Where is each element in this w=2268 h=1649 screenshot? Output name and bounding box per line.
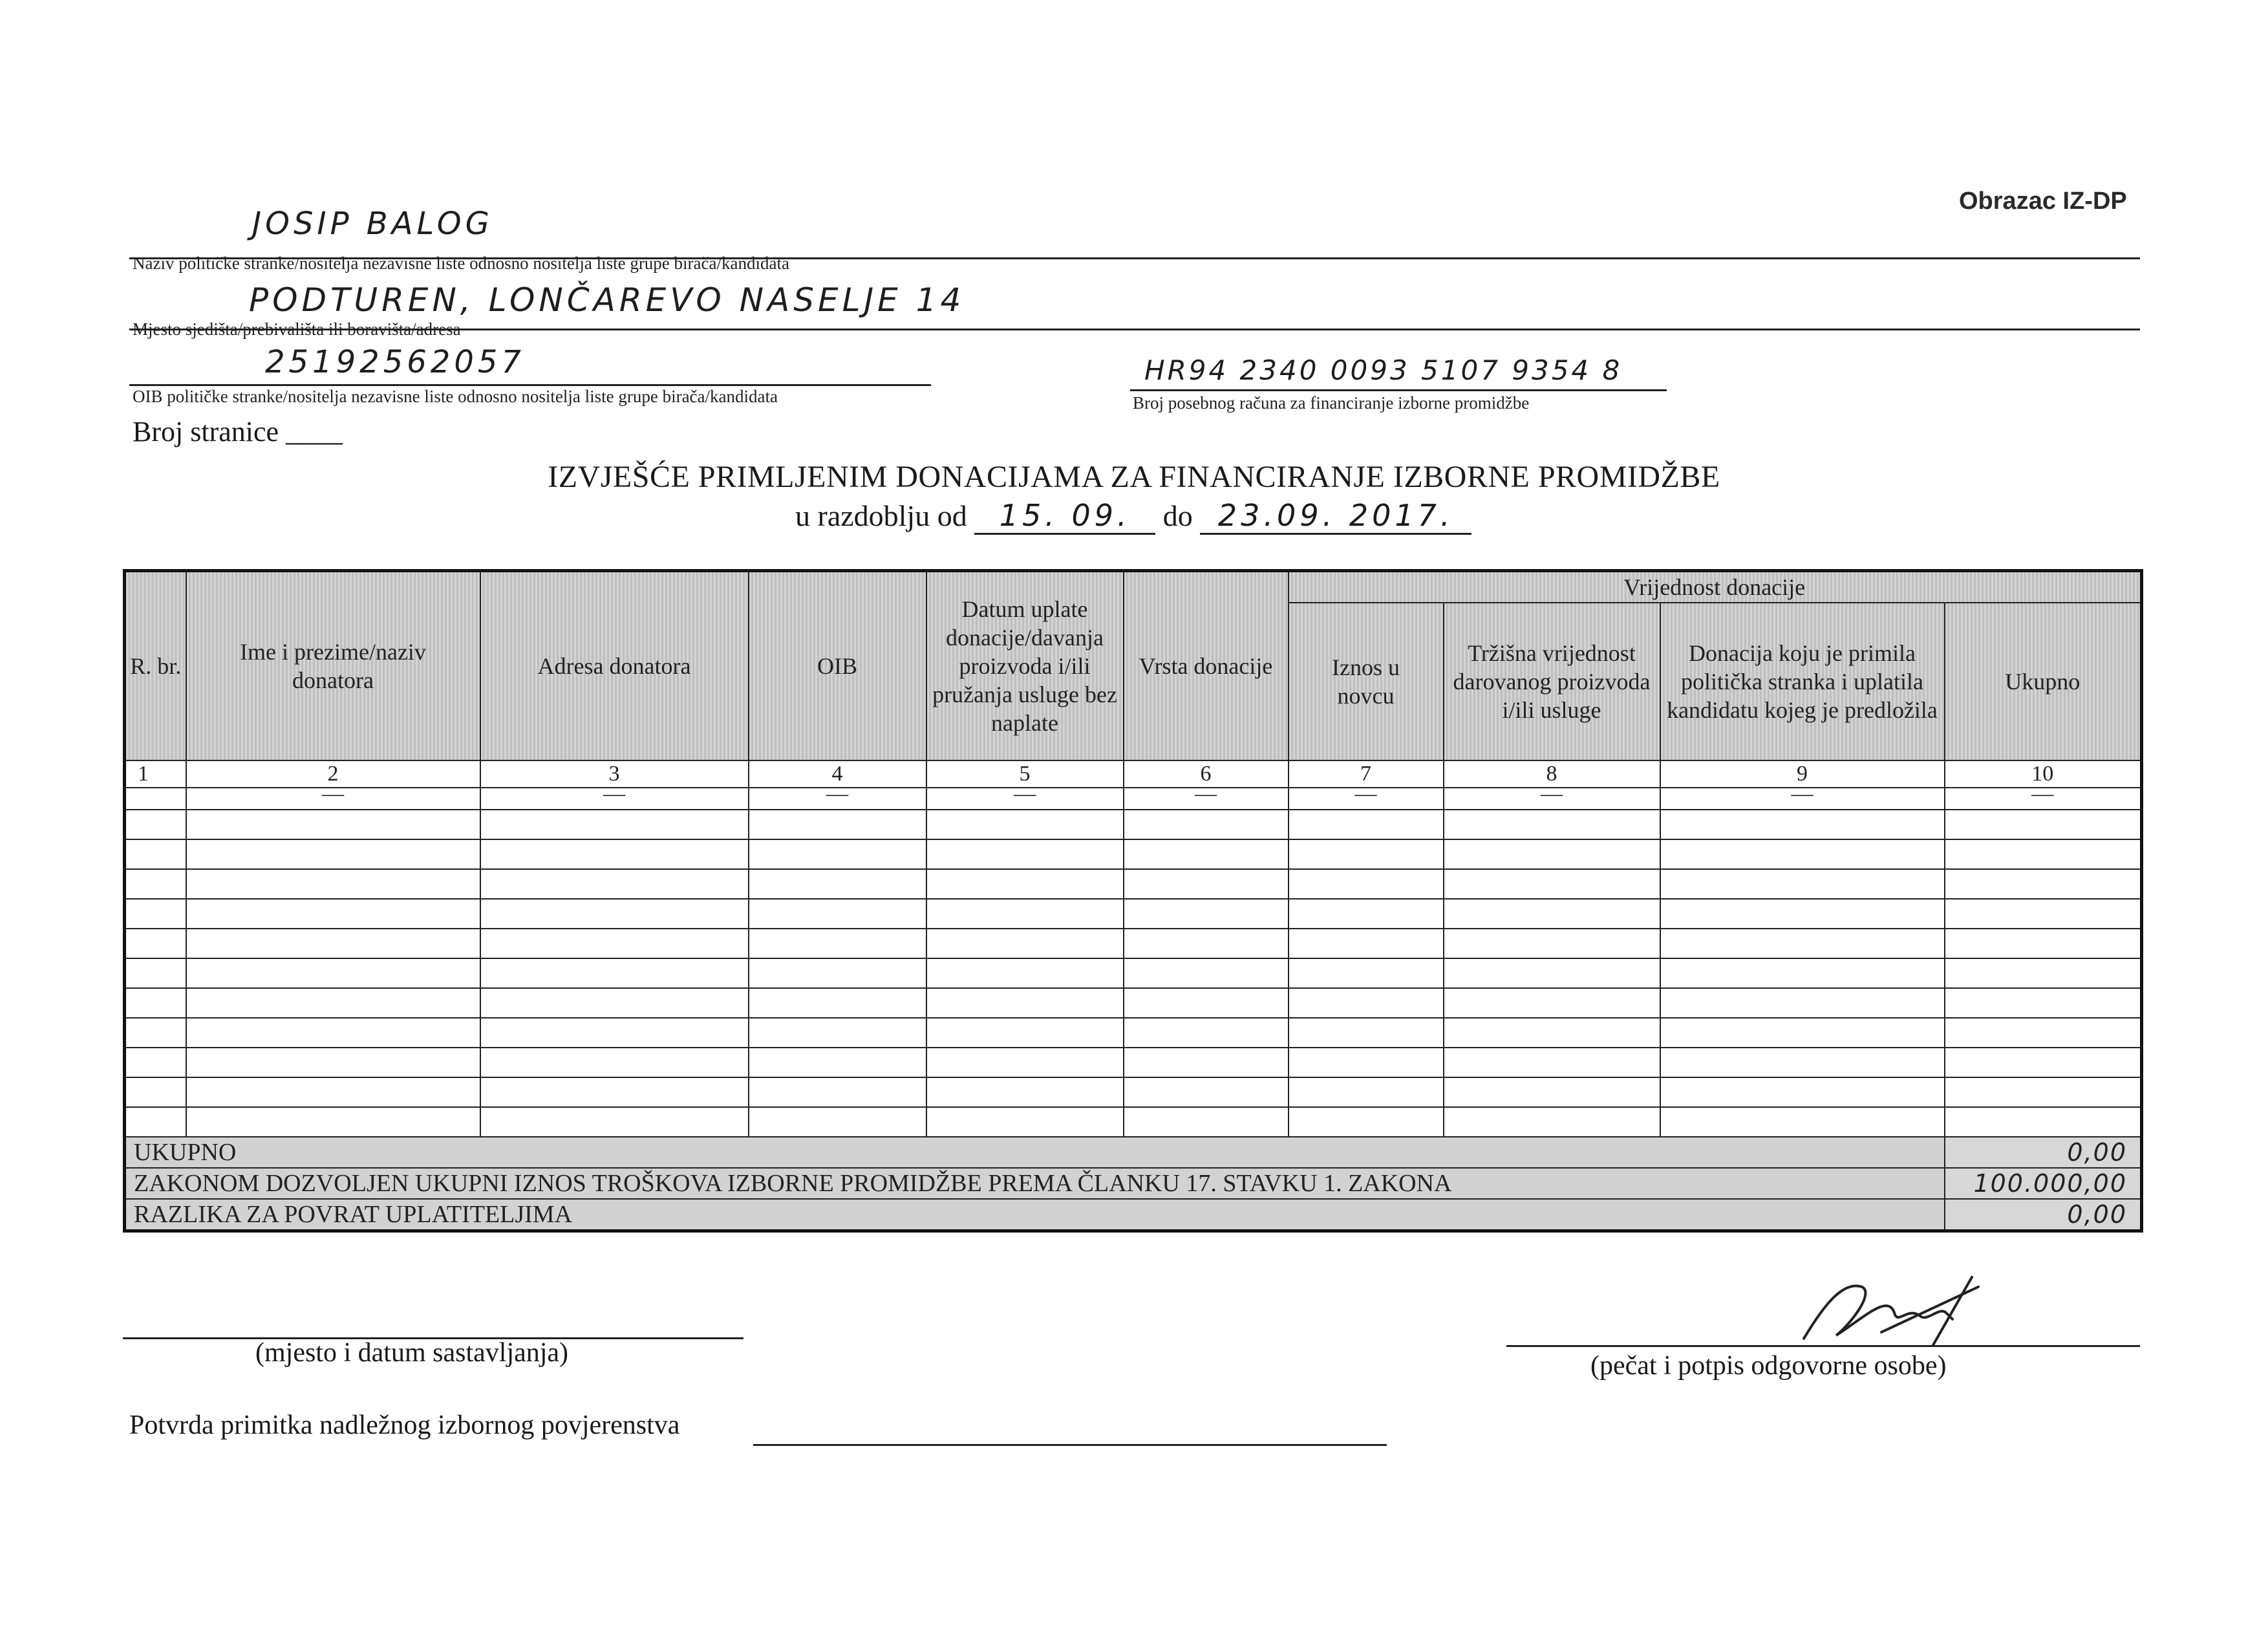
- table-cell: [1289, 929, 1444, 958]
- table-cell: [480, 1107, 749, 1137]
- table-cell: [749, 810, 926, 839]
- table-cell: [1660, 929, 1945, 958]
- col-total: Ukupno: [1945, 603, 2142, 760]
- table-cell: [749, 899, 926, 929]
- table-cell: [926, 899, 1124, 929]
- name-value: JOSIP BALOG: [252, 206, 493, 242]
- table-cell: [1444, 1107, 1660, 1137]
- period-from: 15. 09.: [974, 498, 1155, 535]
- empty-rows: [125, 810, 2142, 1137]
- table-row: [125, 1018, 2142, 1048]
- table-cell: [1289, 988, 1444, 1018]
- dash-mark: —: [480, 788, 749, 810]
- refund-value: 0,00: [1945, 1199, 2142, 1231]
- table-cell: [1124, 869, 1289, 899]
- table-cell: [926, 1107, 1124, 1137]
- table-cell: [1945, 1048, 2142, 1077]
- table-row: [125, 1048, 2142, 1077]
- table-cell: [1289, 958, 1444, 988]
- table-cell: [1289, 1018, 1444, 1048]
- col-number: 1: [125, 760, 186, 788]
- address-value: PODTUREN, LONČAREVO NASELJE 14: [249, 281, 965, 319]
- table-row: [125, 839, 2142, 869]
- table-cell: [1945, 839, 2142, 869]
- table-cell: [186, 1077, 480, 1107]
- table-cell: [1660, 869, 1945, 899]
- col-number: 4: [749, 760, 926, 788]
- report-period: [795, 498, 1471, 535]
- oib-caption: OIB političke stranke/nositelja nezavisne liste odnosno nositelja liste grupe birača/kandidata: [133, 387, 778, 406]
- address-caption: Mjesto sjedišta/prebivališta ili boravišta/adresa: [133, 319, 461, 339]
- table-row: [125, 899, 2142, 929]
- table-cell: [125, 929, 186, 958]
- table-row: [125, 988, 2142, 1018]
- dash-mark: —: [1124, 788, 1289, 810]
- table-cell: [926, 1077, 1124, 1107]
- account-value: HR94 2340 0093 5107 9354 8: [1144, 354, 1623, 386]
- table-cell: [186, 1018, 480, 1048]
- table-cell: [1289, 1077, 1444, 1107]
- table-cell: [1444, 1048, 1660, 1077]
- table-row: [125, 958, 2142, 988]
- period-to: 23.09. 2017.: [1200, 498, 1471, 535]
- table-cell: [1945, 810, 2142, 839]
- table-cell: [1289, 899, 1444, 929]
- table-cell: [926, 839, 1124, 869]
- table-cell: [926, 929, 1124, 958]
- donations-table: [123, 569, 2143, 1233]
- dash-mark: —: [749, 788, 926, 810]
- table-cell: [1660, 839, 1945, 869]
- table-cell: [926, 958, 1124, 988]
- table-cell: [926, 869, 1124, 899]
- limit-value: 100.000,00: [1945, 1168, 2142, 1199]
- table-cell: [125, 1018, 186, 1048]
- dash-mark: —: [1444, 788, 1660, 810]
- table-cell: [1444, 839, 1660, 869]
- refund-label: RAZLIKA ZA POVRAT UPLATITELJIMA: [125, 1199, 1945, 1231]
- table-cell: [1124, 1077, 1289, 1107]
- table-cell: [480, 810, 749, 839]
- col-number: 9: [1660, 760, 1945, 788]
- table-cell: [749, 869, 926, 899]
- table-cell: [480, 869, 749, 899]
- table-cell: [186, 869, 480, 899]
- dash-mark: —: [1945, 788, 2142, 810]
- table-cell: [1660, 1048, 1945, 1077]
- total-value: 0,00: [1945, 1137, 2142, 1168]
- table-cell: [480, 1018, 749, 1048]
- table-cell: [125, 1048, 186, 1077]
- header-row-1: [125, 571, 2142, 603]
- col-rbr: R. br.: [125, 571, 186, 761]
- table-row: [125, 1107, 2142, 1137]
- table-cell: [1444, 929, 1660, 958]
- table-cell: [1124, 929, 1289, 958]
- table-cell: [125, 1107, 186, 1137]
- table-cell: [480, 958, 749, 988]
- table-cell: [1289, 810, 1444, 839]
- table-cell: [186, 958, 480, 988]
- stamp-caption: (pečat i potpis odgovorne osobe): [1590, 1351, 1947, 1381]
- table-cell: [1660, 988, 1945, 1018]
- table-cell: [1124, 839, 1289, 869]
- dash-mark: —: [186, 788, 480, 810]
- table-cell: [1124, 1048, 1289, 1077]
- table-row: [125, 810, 2142, 839]
- dash-mark: —: [1289, 788, 1444, 810]
- group-donation-value: Vrijednost donacije: [1289, 571, 2142, 603]
- column-number-row: [125, 760, 2142, 788]
- table-cell: [926, 988, 1124, 1018]
- total-row: [125, 1137, 2142, 1168]
- refund-row: [125, 1199, 2142, 1231]
- table-cell: [1660, 958, 1945, 988]
- place-date-caption: (mjesto i datum sastavljanja): [255, 1338, 569, 1368]
- col-number: 8: [1444, 760, 1660, 788]
- report-title: IZVJEŠĆE PRIMLJENIM DONACIJAMA ZA FINANCIRANJE IZBORNE PROMIDŽBE: [548, 460, 1720, 494]
- table-cell: [1945, 988, 2142, 1018]
- table-cell: [1444, 899, 1660, 929]
- table-cell: [186, 1048, 480, 1077]
- limit-label: ZAKONOM DOZVOLJEN UKUPNI IZNOS TROŠKOVA IZBORNE PROMIDŽBE PREMA ČLANKU 17. STAVKU 1. ZAKONA: [125, 1168, 1945, 1199]
- table-cell: [926, 1048, 1124, 1077]
- table-cell: [125, 988, 186, 1018]
- table-cell: [480, 929, 749, 958]
- table-cell: [125, 839, 186, 869]
- table-cell: [749, 1048, 926, 1077]
- table-cell: [1660, 1077, 1945, 1107]
- col-number: 5: [926, 760, 1124, 788]
- confirmation-label: Potvrda primitka nadležnog izbornog povjerenstva: [129, 1410, 680, 1440]
- col-number: 6: [1124, 760, 1289, 788]
- period-prefix: u razdoblju od: [795, 499, 967, 532]
- table-cell: [926, 1018, 1124, 1048]
- oib-value: 25192562057: [265, 344, 525, 380]
- limit-row: [125, 1168, 2142, 1199]
- table-cell: [926, 810, 1124, 839]
- table-cell: [1660, 1018, 1945, 1048]
- table-cell: [749, 1077, 926, 1107]
- table-cell: [1289, 1048, 1444, 1077]
- table-cell: [480, 1077, 749, 1107]
- col-number: 2: [186, 760, 480, 788]
- confirmation-line: [753, 1444, 1387, 1446]
- table-row: [125, 869, 2142, 899]
- col-payment-date: Datum uplate donacije/davanja proizvoda i/ili pružanja usluge bez naplate: [926, 571, 1124, 761]
- col-number: 10: [1945, 760, 2142, 788]
- table-cell: [1124, 1107, 1289, 1137]
- table-row: [125, 1077, 2142, 1107]
- table-cell: [1444, 1018, 1660, 1048]
- table-cell: [1289, 839, 1444, 869]
- table-cell: [749, 1018, 926, 1048]
- table-cell: [1124, 1018, 1289, 1048]
- table-cell: [186, 899, 480, 929]
- table-cell: [1444, 810, 1660, 839]
- table-cell: [1124, 810, 1289, 839]
- period-mid: do: [1162, 499, 1193, 532]
- table-cell: [186, 839, 480, 869]
- table-cell: [1124, 899, 1289, 929]
- table-cell: [1945, 1018, 2142, 1048]
- table-cell: [480, 988, 749, 1018]
- table-cell: [480, 899, 749, 929]
- table-cell: [1660, 899, 1945, 929]
- stamp-line: [1506, 1345, 2140, 1347]
- table-cell: [186, 1107, 480, 1137]
- table-cell: [1945, 1077, 2142, 1107]
- table-cell: [749, 1107, 926, 1137]
- dash-mark: —: [926, 788, 1124, 810]
- col-cash-amount: Iznos u novcu: [1289, 603, 1444, 760]
- account-line: [1130, 389, 1667, 391]
- empty-cell: [125, 788, 186, 810]
- table-cell: [186, 810, 480, 839]
- table-cell: [1444, 988, 1660, 1018]
- table-cell: [480, 839, 749, 869]
- table-cell: [186, 988, 480, 1018]
- table-cell: [1289, 869, 1444, 899]
- table-cell: [1945, 929, 2142, 958]
- col-number: 3: [480, 760, 749, 788]
- col-market-value: Tržišna vrijednost darovanog proizvoda i/ili usluge: [1444, 603, 1660, 760]
- table-cell: [749, 839, 926, 869]
- dash-row: [125, 788, 2142, 810]
- name-caption: Naziv političke stranke/nositelja nezavisne liste odnosno nositelja liste grupe birača/kandidata: [133, 253, 789, 273]
- table-cell: [1660, 810, 1945, 839]
- table-cell: [1945, 958, 2142, 988]
- col-oib: OIB: [749, 571, 926, 761]
- table-cell: [125, 810, 186, 839]
- table-cell: [125, 1077, 186, 1107]
- table-cell: [1945, 1107, 2142, 1137]
- table-row: [125, 929, 2142, 958]
- col-donor-name: Ime i prezime/naziv donatora: [186, 571, 480, 761]
- page-number-label: Broj stranice ____: [133, 416, 343, 447]
- table-cell: [1444, 958, 1660, 988]
- table-cell: [480, 1048, 749, 1077]
- table-cell: [749, 988, 926, 1018]
- table-cell: [1945, 899, 2142, 929]
- table-cell: [125, 869, 186, 899]
- dash-mark: —: [1660, 788, 1945, 810]
- table-cell: [1289, 1107, 1444, 1137]
- table-cell: [1124, 988, 1289, 1018]
- table-cell: [1124, 958, 1289, 988]
- col-number: 7: [1289, 760, 1444, 788]
- form-code: Obrazac IZ-DP: [1959, 188, 2127, 215]
- oib-line: [129, 384, 931, 386]
- table-cell: [749, 958, 926, 988]
- table-cell: [125, 899, 186, 929]
- total-label: UKUPNO: [125, 1137, 1945, 1168]
- table-cell: [1660, 1107, 1945, 1137]
- account-caption: Broj posebnog računa za financiranje izborne promidžbe: [1133, 393, 1530, 413]
- signature-icon: [1784, 1267, 2043, 1352]
- table-cell: [1444, 1077, 1660, 1107]
- col-party-donation: Donacija koju je primila politička stranka i uplatila kandidatu kojeg je predložila: [1660, 603, 1945, 760]
- table-cell: [749, 929, 926, 958]
- col-donor-address: Adresa donatora: [480, 571, 749, 761]
- table-cell: [1945, 869, 2142, 899]
- col-donation-type: Vrsta donacije: [1124, 571, 1289, 761]
- table-cell: [186, 929, 480, 958]
- table-cell: [125, 958, 186, 988]
- table-cell: [1444, 869, 1660, 899]
